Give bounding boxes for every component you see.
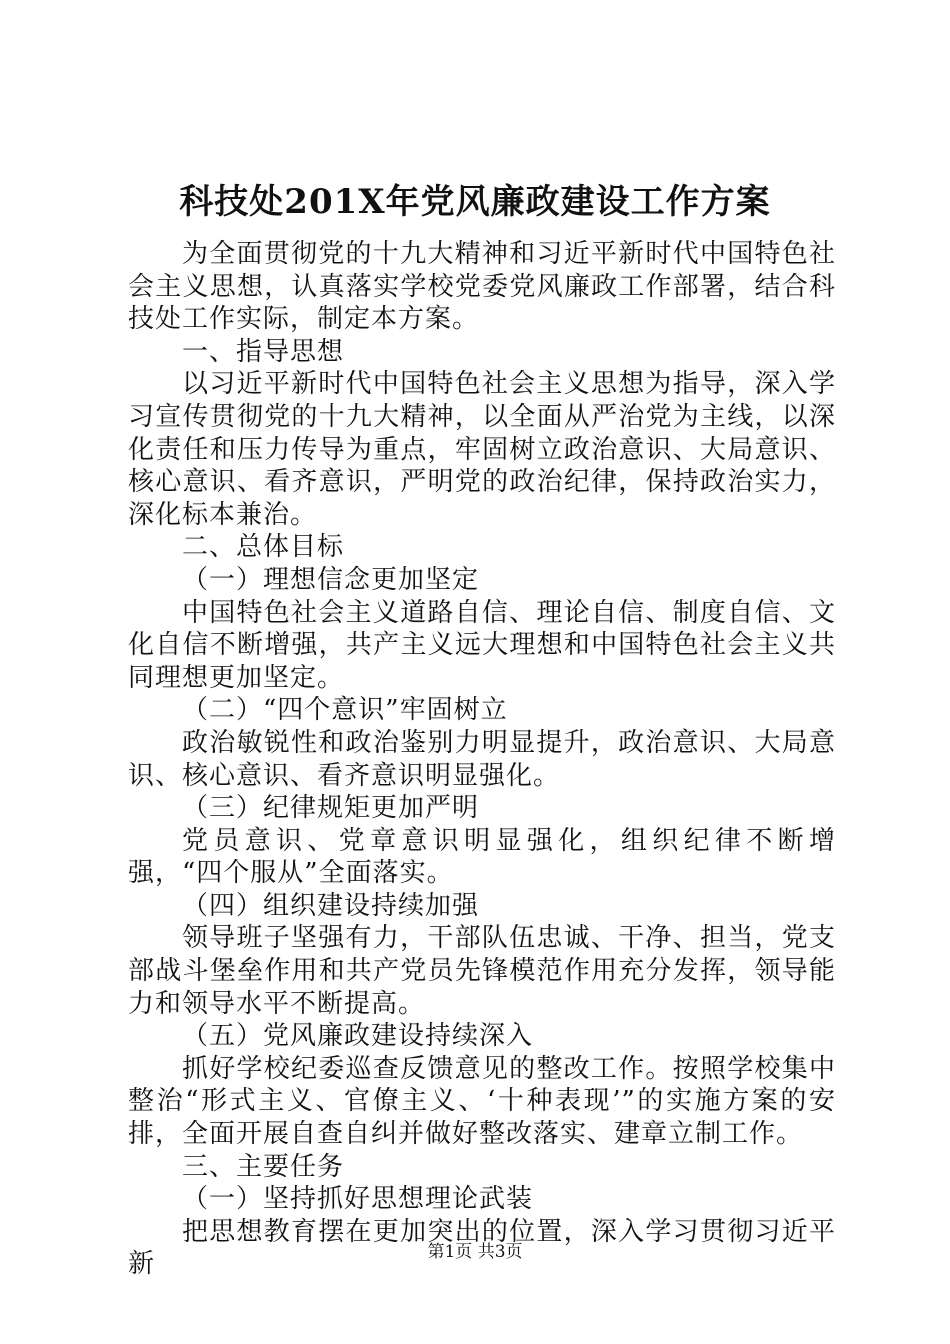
- subheading-organization: （四）组织建设持续加强: [182, 890, 480, 921]
- subheading-ideals: （一）理想信念更加坚定: [182, 564, 480, 595]
- paragraph-intro: 为全面贯彻党的十九大精神和习近平新时代中国特色社会主义思想，认真落实学校党委党风廉政工作部署，结合科技处工作实际，制定本方案。: [128, 239, 836, 335]
- page-number: 第1页 共3页: [427, 1242, 523, 1262]
- paragraph-organization: 领导班子坚强有力，干部队伍忠诚、干净、担当，党支部战斗堡垒作用和共产党员先锋模范作用充分发挥，领导能力和领导水平不断提高。: [128, 923, 836, 1019]
- document-body: [128, 238, 836, 1281]
- heading-main-tasks: 三、主要任务: [182, 1151, 345, 1182]
- subheading-discipline: （三）纪律规矩更加严明: [182, 793, 480, 824]
- paragraph-integrity: 抓好学校纪委巡查反馈意见的整改工作。按照学校集中整治“形式主义、官僚主义、‘十种表现’”的实施方案的安排，全面开展自查自纠并做好整改落实、建章立制工作。: [128, 1053, 836, 1150]
- paragraph-ideals: 中国特色社会主义道路自信、理论自信、制度自信、文化自信不断增强，共产主义远大理想和中国特色社会主义共同理想更加坚定。: [128, 597, 836, 693]
- subheading-theory: （一）坚持抓好思想理论武装: [182, 1184, 534, 1215]
- paragraph-four-consciousness: 政治敏锐性和政治鉴别力明显提升，政治意识、大局意识、核心意识、看齐意识明显强化。: [128, 727, 836, 791]
- paragraph-discipline: 党员意识、党章意识明显强化，组织纪律不断增强，“四个服从”全面落实。: [128, 825, 836, 889]
- paragraph-theory: 把思想教育摆在更加突出的位置，深入学习贯彻习近平新: [128, 1216, 836, 1280]
- heading-overall-goals: 二、总体目标: [182, 532, 345, 563]
- document-title: 科技处201X年党风廉政建设工作方案: [179, 182, 771, 222]
- subheading-four-consciousness: （二）“四个意识”牢固树立: [182, 695, 508, 726]
- paragraph-guiding-thought: 以习近平新时代中国特色社会主义思想为指导，深入学习宣传贯彻党的十九大精神，以全面从严治党为主线，以深化责任和压力传导为重点，牢固树立政治意识、大局意识、核心意识、看齐意识，严明党的政治纪律，保持政治实力，深化标本兼治。: [128, 369, 836, 530]
- subheading-integrity: （五）党风廉政建设持续深入: [182, 1021, 534, 1052]
- heading-guiding-thought: 一、指导思想: [182, 336, 345, 367]
